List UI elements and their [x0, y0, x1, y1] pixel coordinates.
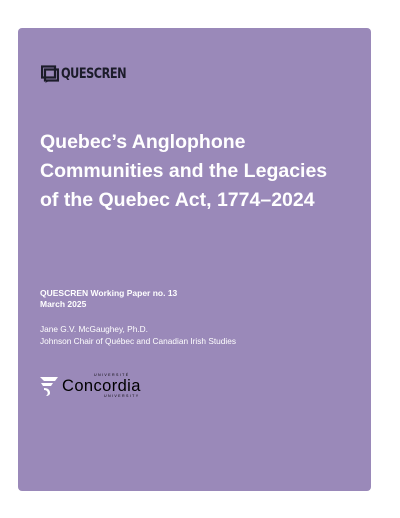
concordia-logo [38, 373, 141, 399]
university-top-label: UNIVERSITÉ [94, 373, 130, 377]
author-name: Jane G.V. McGaughey, Ph.D. [40, 324, 148, 334]
concordia-mark-icon [38, 374, 60, 398]
series-label: QUESCREN Working Paper no. 13 [40, 288, 178, 298]
author-position: Johnson Chair of Québec and Canadian Irish Studies [40, 336, 237, 346]
title-line: Communities and the Legacies [40, 160, 328, 182]
cover-panel [18, 28, 371, 491]
paper-meta [40, 288, 177, 310]
logo-text: QUESCREN [61, 66, 127, 82]
university-name: Concordia [62, 377, 141, 395]
title-line: of the Quebec Act, 1774–2024 [40, 189, 315, 211]
author-block [40, 323, 236, 347]
university-bottom-label: UNIVERSITY [104, 394, 140, 398]
document-title [40, 128, 340, 215]
speech-bubble-logo-icon [41, 65, 59, 83]
title-line: Quebec’s Anglophone [40, 131, 246, 153]
quescren-logo [41, 65, 145, 83]
publication-date: March 2025 [40, 299, 87, 309]
